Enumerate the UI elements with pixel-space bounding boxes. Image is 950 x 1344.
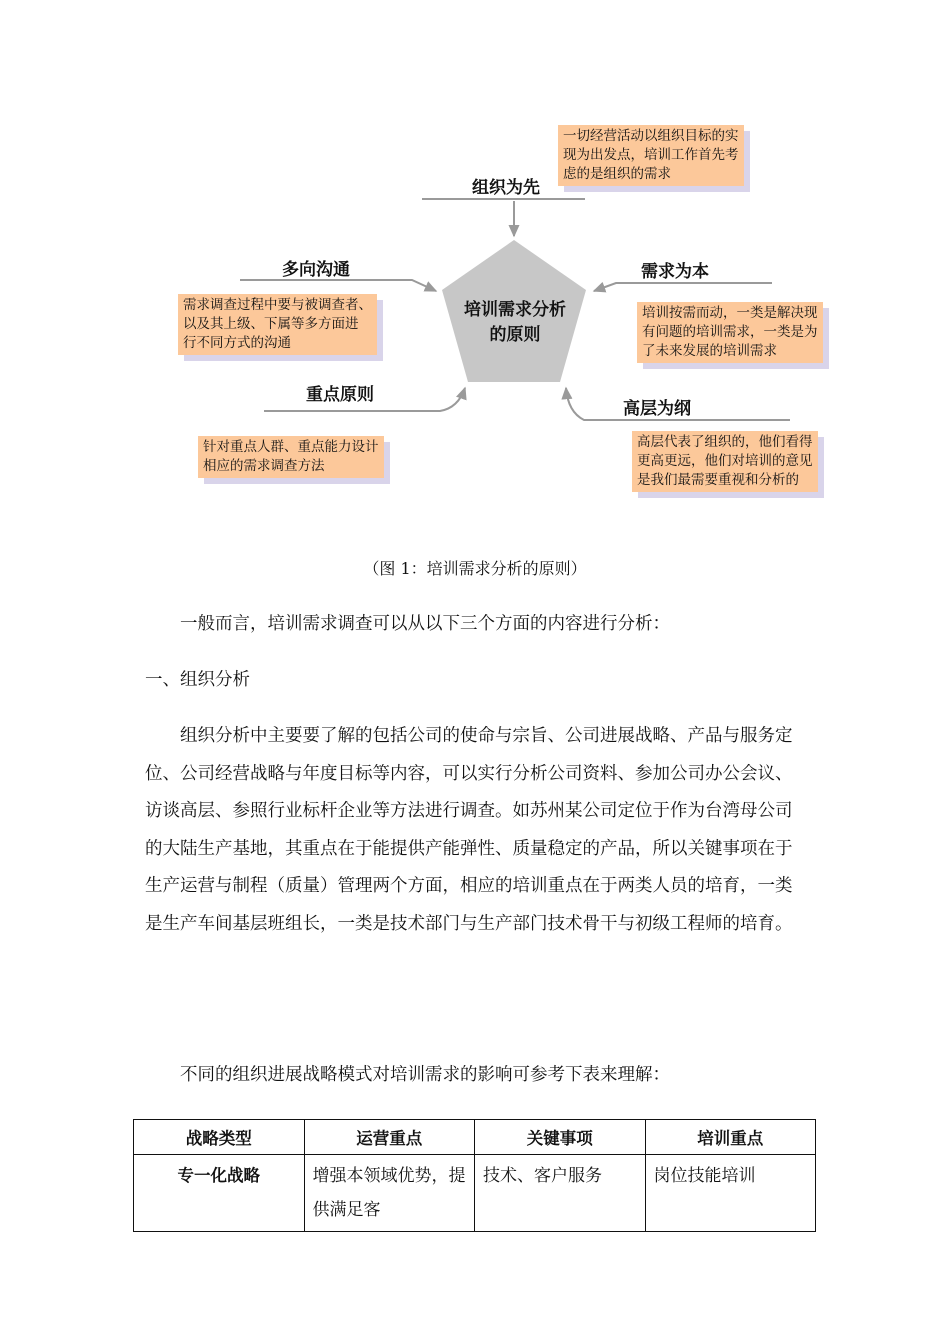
note-line: 培训按需而动，一类是解决现 bbox=[642, 305, 818, 321]
center-title-line1: 培训需求分析 bbox=[464, 300, 566, 320]
center-title bbox=[440, 298, 590, 348]
center-title-line2: 的原则 bbox=[489, 325, 541, 345]
table-row bbox=[134, 1155, 816, 1232]
note-left bbox=[178, 294, 377, 355]
table-header-row bbox=[134, 1120, 816, 1155]
note-line: 是我们最需要重视和分析的 bbox=[637, 472, 799, 488]
note-line: 针对重点人群、重点能力设计 bbox=[203, 439, 379, 455]
note-line: 高层代表了组织的，他们看得 bbox=[637, 434, 813, 450]
principles-diagram bbox=[0, 0, 950, 520]
section-body: 组织分析中主要要了解的包括公司的使命与宗旨、公司进展战略、产品与服务定位、公司经营战略与年度目标等内容，可以实行分析公司资料、参加公司办公会议、访谈高层、参照行业标杆企业等方法进行调查。如苏州某公司定位于作为台湾母公司的大陆生产基地，其重点在于能提供产能弹性、质量稳定的产品，所以关键事项在于生产运营与制程（质量）管理两个方面，相应的培训重点在于两类人员的培育，一类是生产车间基层班组长，一类是技术部门与生产部门技术骨干与初级工程师的培育。 bbox=[145, 726, 793, 934]
note-line: 以及其上级、下属等多方面进 bbox=[183, 316, 359, 332]
note-right bbox=[637, 302, 823, 363]
strategy-table bbox=[133, 1119, 816, 1232]
table-cell: 技术、客户服务 bbox=[475, 1155, 646, 1232]
table-header-cell: 运营重点 bbox=[304, 1120, 475, 1155]
node-left-label: 多向沟通 bbox=[282, 260, 350, 280]
table-cell: 岗位技能培训 bbox=[645, 1155, 816, 1232]
table-header-cell: 培训重点 bbox=[645, 1120, 816, 1155]
note-bottom-right bbox=[632, 431, 818, 492]
node-top-label: 组织为先 bbox=[472, 178, 540, 198]
intro-paragraph: 一般而言，培训需求调查可以从以下三个方面的内容进行分析： bbox=[180, 614, 670, 634]
node-bottom-right-label: 高层为纲 bbox=[623, 399, 691, 419]
table-header-cell: 战略类型 bbox=[134, 1120, 305, 1155]
left-arrow bbox=[240, 280, 436, 291]
note-line: 虑的是组织的需求 bbox=[563, 166, 671, 182]
figure-caption: （图 1：培训需求分析的原则） bbox=[363, 559, 587, 578]
note-line: 更高更远，他们对培训的意见 bbox=[637, 453, 813, 469]
table-header-cell: 关键事项 bbox=[475, 1120, 646, 1155]
node-right-label: 需求为本 bbox=[641, 262, 709, 282]
note-line: 一切经营活动以组织目标的实 bbox=[563, 128, 739, 144]
note-bottom-left bbox=[198, 436, 384, 478]
note-line: 相应的需求调查方法 bbox=[203, 458, 325, 474]
note-line: 需求调查过程中要与被调查者、 bbox=[183, 297, 372, 313]
node-bottom-left-label: 重点原则 bbox=[306, 385, 374, 405]
right-arrow bbox=[594, 283, 772, 291]
table-intro: 不同的组织进展战略模式对培训需求的影响可参考下表来理解： bbox=[180, 1065, 670, 1085]
note-line: 有问题的培训需求，一类是为 bbox=[642, 324, 818, 340]
section-title: 一、组织分析 bbox=[145, 670, 250, 690]
table-cell: 增强本领域优势，提供满足客 bbox=[304, 1155, 475, 1232]
table-cell: 专一化战略 bbox=[134, 1155, 305, 1232]
note-line: 了未来发展的培训需求 bbox=[642, 343, 777, 359]
note-top bbox=[558, 125, 744, 186]
note-line: 行不同方式的沟通 bbox=[183, 335, 291, 351]
note-line: 现为出发点，培训工作首先考 bbox=[563, 147, 739, 163]
